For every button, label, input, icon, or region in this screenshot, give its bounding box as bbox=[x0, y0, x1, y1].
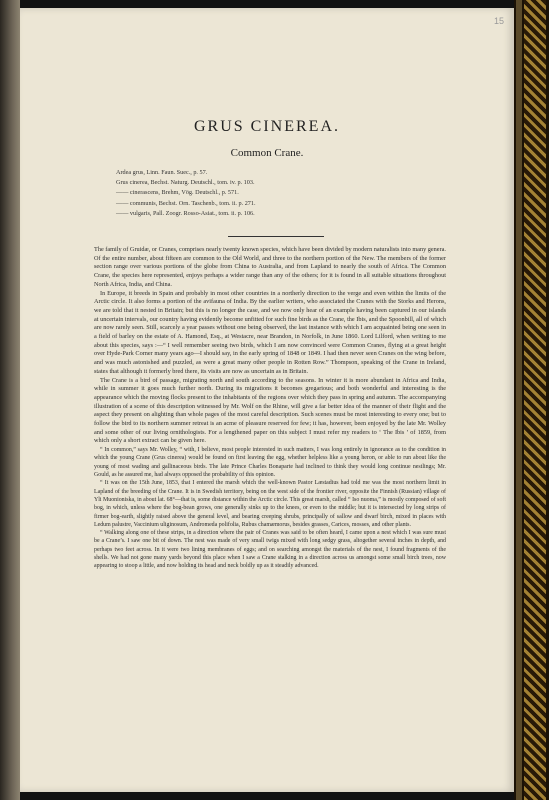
book-page bbox=[20, 8, 514, 792]
synonymy-list bbox=[116, 168, 256, 219]
binding-spine bbox=[516, 0, 522, 800]
page-subtitle: Common Crane. bbox=[230, 147, 304, 159]
synonym-line: Grus cinerea, Bechst. Naturg. Deutschl., tom. iv. p. 103. bbox=[116, 179, 255, 187]
left-page-edge bbox=[0, 0, 20, 800]
paragraph: The Crane is a bird of passage, migrating north and south according to the seasons. In winter it is more abundant in Africa and India, while in summer it goes much further north. During its migrations it becomes gregarious; and both wonderful and interesting is the appearance which the moving flocks present to the inhabitants of the regions over which they pass in spring and autumn. The accompanying illustration of a scene of this description witnessed by Mr. Wolf on the Rhine, will give a far better idea of the manner of their flight and the aspect they present on alighting than whole pages of the most careful description. Such scenes must be most interesting to every one; but to follow the bird to its northern summer retreat is an acme of pleasure reserved for few; it has, however, been enjoyed by the late Mr. Wolley and some other of our living ornithologists. For a lengthened paper on this subject I must refer my readers to ‘ The Ibis ’ of 1859, from which only a short extract can be given here. bbox=[94, 376, 446, 445]
paragraph: The family of Gruidæ, or Cranes, comprises nearly twenty known species, which have been divided by modern naturalists into many genera. Of the entire number, about fifteen are common to the Old World, and three to the northern portion of the New. The members of the former section range over various portions of the globe from China to Australia, and from Lapland to nearly the south of Africa. The Common Crane, the species here represented, enjoys perhaps a wider range than any of the others; for it is found in all suitable situations throughout North Africa, India, and China. bbox=[94, 246, 446, 288]
synonym-line: —— vulgaris, Pall. Zoogr. Rosso-Asiat., tom. ii. p. 106. bbox=[116, 209, 255, 217]
quoted-paragraph: “ It was on the 15th June, 1853, that I entered the marsh which the well-known Pastor Læstadius had told me was the most northern limit in Lapland of the breeding of the Crane. It is in Swedish territory, being on the west side of the frontier river, opposite the Finnish (Russian) village of Yli Muonioniska, in about lat. 68°—that is, some distance within the Arctic circle. This great marsh, called “ Iso nuoma,” is mostly composed of soft bog, in which, unless where the bog-bean grows, one generally sinks up to the knees, or even to the middle; but it is intersected by long strips of firmer bog-earth, slightly raised above the general level, and bearing creeping shrubs, principally of sallow and dwarf birch, mixed in places with Ledum palustre, Vaccinium uliginosum, Andromeda polifolia, Rubus chamæmorus, besides grasses, Carices, mosses, and other plants. bbox=[94, 480, 446, 528]
decorative-binding-pattern bbox=[524, 0, 546, 800]
page-title: GRUS CINEREA. bbox=[193, 118, 340, 135]
synonym-line: Ardea grus, Linn. Faun. Suec., p. 57. bbox=[116, 169, 208, 176]
section-divider bbox=[228, 236, 324, 237]
book-binding bbox=[514, 0, 549, 800]
body-text bbox=[94, 246, 446, 571]
synonym-line: —— cinerascens, Brehm, Vög. Deutschl., p. 571. bbox=[116, 189, 239, 197]
synonym-line: —— communis, Bechst. Orn. Taschenb., tom. ii. p. 271. bbox=[116, 199, 256, 207]
quoted-paragraph: “ Walking along one of these strips, in a direction where the pair of Cranes was said to be often heard, I came upon a nest which I was sure must be a Crane’s. I saw one bit of down. The nest was made of very small twigs mixed with long sedgy grass, altogether several inches in depth, and perhaps two feet across. In it were two lining membranes of eggs; and on searching amongst the materials of the nest, I found fragments of the shells. We had not gone many yards beyond this place when I saw a Crane stalking in a direction across us amongst some small birch trees, now appearing to stoop a little, and now holding its head and neck boldly up as it steadily advanced. bbox=[94, 530, 446, 570]
paragraph: In Europe, it breeds in Spain and probably in most other countries in a northerly direction to the verge and even within the limits of the Arctic circle. It also forms a portion of the avifauna of India. By the earlier writers, who associated the Cranes with the Storks and Herons, we are told that it nested in Britain; but this is no longer the case, and we now only hear of an example having been captured in our islands at uncertain intervals, our country having evidently become unfitted for such fine birds as the Crane, the Ibis, and the Spoonbill, all of which are now rarely seen. Still, scarcely a year passes without one being observed, the last instance with which I am acquainted being one seen in a field of barley on the estate of A. Hamond, Esq., at Westacre, near Brandon, in Norfolk, in June 1860. Lord Lilford, when writing to me about this species, says :—“ I well remember seeing two birds, which I am now convinced were Common Cranes, flying at a great height over Hyde-Park Corner many years ago—I should say, in the early spring of 1848 or 1849. I had then never seen Cranes on the wing before, and was much astonished and puzzled, as were a great many other people in Rotten Row.” Thompson, speaking of the Crane in Ireland, states that although it formerly bred there, its visits are now as uncertain as in Britain. bbox=[94, 289, 446, 375]
page-number: 15 bbox=[493, 16, 504, 26]
quoted-paragraph: “ In common,” says Mr. Wolley, “ with, I believe, most people interested in such matters, I was long entirely in ignorance as to the condition in which the young Crane (Grus cinerea) would be found on first leaving the egg, whether helpless like a young heron, or able to run about like the young of most wading and gallinaceous birds. The late Prince Charles Bonaparte had inclined to think they would long continue nestlings; Mr. Gould, as he assured me, had always opposed the probability of this opinion. bbox=[94, 447, 446, 479]
